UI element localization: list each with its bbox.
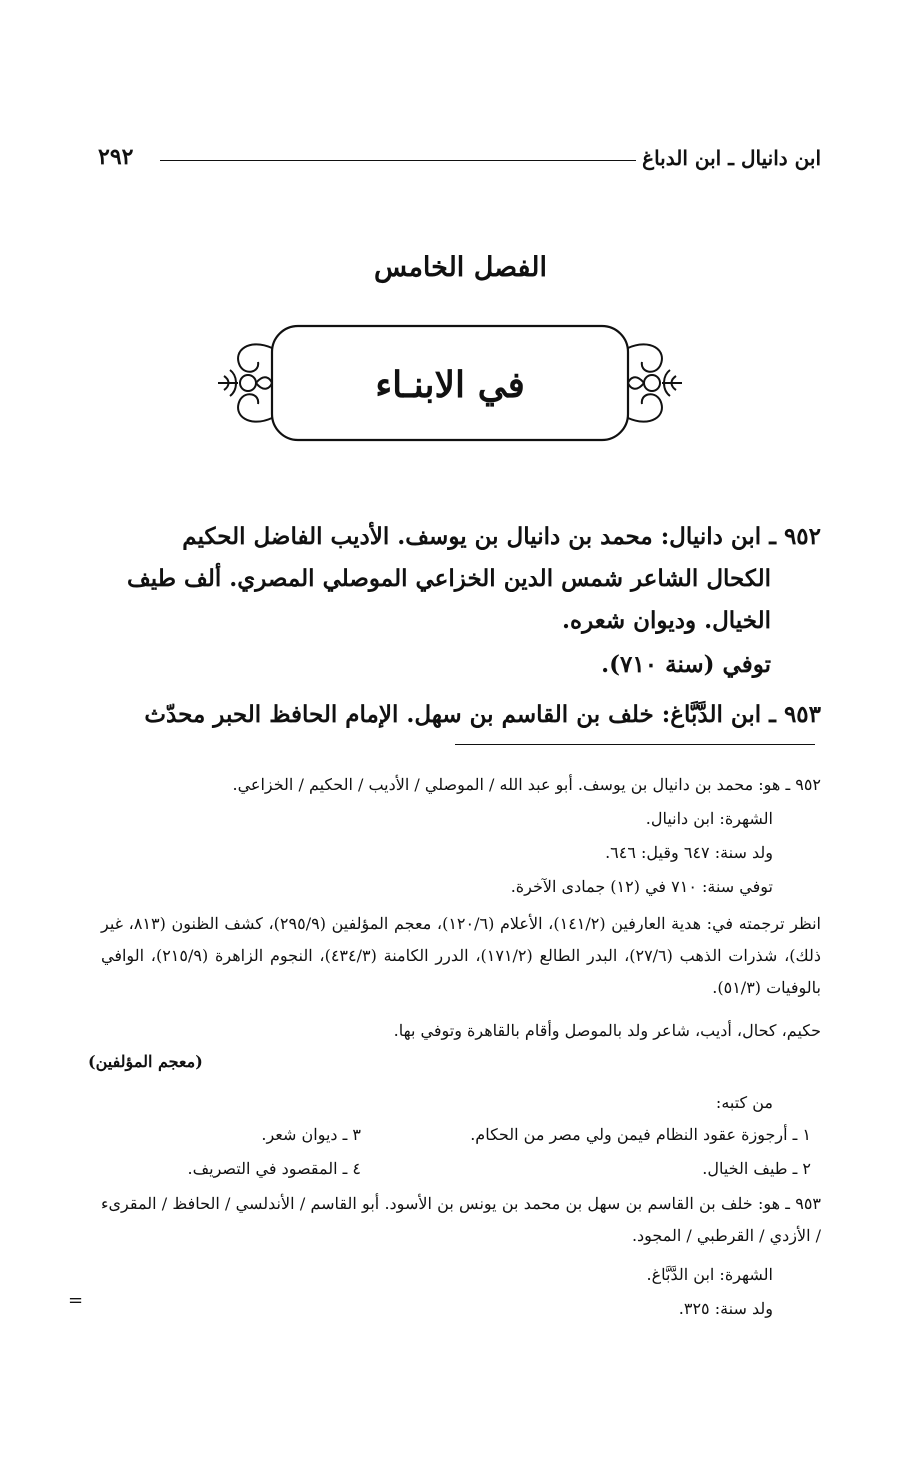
margin-mark: =	[68, 1290, 84, 1311]
chapter-title: الفصل الخامس	[374, 252, 547, 283]
book-item-2: ٢ ـ طيف الخيال.	[702, 1159, 811, 1178]
entry-952-line-1: ٩٥٢ ـ ابن دانيال: محمد بن دانيال بن يوسف. الأديب الفاضل الحكيم	[182, 523, 821, 550]
footnote-953-born: ولد سنة: ٣٢٥.	[678, 1299, 773, 1318]
footnote-952-refs: انظر ترجمته في: هدية العارفين (١٤١/٢)، الأعلام (١٢٠/٦)، معجم المؤلفين (٢٩٥/٩)، كشف الظنون (٨١٣، غير ذلك)، شذرات الذهب (٢٧/٦)، البدر الطالع (١٧١/٢)، الدرر الكامنة (٤٣٤/٣)، النجوم الزاهرة (٢١٥/٩)، الوافي بالوفيات (٥١/٣).	[101, 914, 822, 997]
entry-952-line-4: توفي (سنة ٧١٠).	[601, 651, 771, 678]
banner-title: في الابنـاء	[375, 364, 525, 406]
footnote-952-source: (معجم المؤلفين)	[88, 1052, 203, 1071]
book-item-4: ٤ ـ المقصود في التصريف.	[187, 1159, 361, 1178]
book-item-3: ٣ ـ ديوان شعر.	[261, 1125, 361, 1144]
footnote-952-books-head: من كتبه:	[715, 1093, 773, 1112]
book-item-1: ١ ـ أرجوزة عقود النظام فيمن ولي مصر من الحكام.	[470, 1125, 811, 1144]
footnote-952-fame: الشهرة: ابن دانيال.	[645, 809, 773, 828]
footnote-952-desc: حكيم، كحال، أديب، شاعر ولد بالموصل وأقام بالقاهرة وتوفي بها.	[393, 1021, 821, 1040]
entry-953-line-1: ٩٥٣ ـ ابن الدَّبَّاغ: خلف بن القاسم بن سهل. الإمام الحافظ الحبر محدّث	[144, 701, 821, 728]
page-number: ٢٩٢	[98, 144, 134, 170]
footnote-953-head: ٩٥٣ ـ هو: خلف بن القاسم بن سهل بن محمد بن يونس بن الأسود. أبو القاسم / الأندلسي / الحافظ / المقرىء / الأزدي / القرطبي / المجود.	[101, 1194, 822, 1245]
footnote-952-born: ولد سنة: ٦٤٧ وقيل: ٦٤٦.	[605, 843, 773, 862]
footnote-952-died: توفي سنة: ٧١٠ في (١٢) جمادى الآخرة.	[510, 877, 773, 896]
footnote-952-head: ٩٥٢ ـ هو: محمد بن دانيال بن يوسف. أبو عبد الله / الموصلي / الأديب / الحكيم / الخزاعي.	[232, 775, 821, 794]
running-title: ابن دانيال ـ ابن الدباغ	[642, 146, 821, 170]
header-rule	[160, 160, 636, 161]
ornamental-banner	[210, 318, 690, 448]
entry-952-line-2: الكحال الشاعر شمس الدين الخزاعي الموصلي المصري. ألف طيف	[126, 565, 771, 592]
footnote-953-fame: الشهرة: ابن الدَّبَّاغ.	[646, 1265, 773, 1284]
footnote-rule	[455, 744, 815, 745]
entry-952-line-3: الخيال. وديوان شعره.	[562, 607, 771, 634]
